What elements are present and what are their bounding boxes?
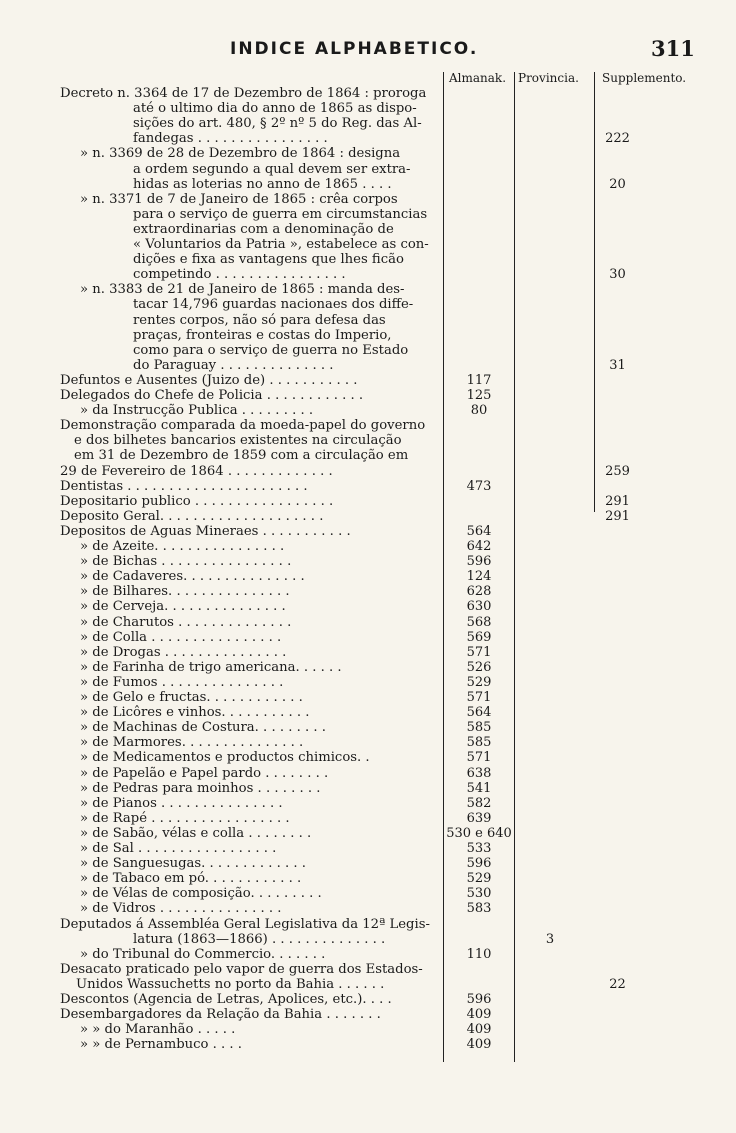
index-entry-line: » de Bichas . . . . . . . . . . . . . . . . <box>80 554 292 570</box>
index-entry-line: » de Bilhares. . . . . . . . . . . . . . . <box>80 584 290 600</box>
index-entry-line: » de Azeite. . . . . . . . . . . . . . . . <box>80 539 285 554</box>
index-entry-line: » de Sabão, vélas e colla . . . . . . . . <box>80 825 312 841</box>
index-entry-line: 29 de Fevereiro de 1864 . . . . . . . . . . . . . <box>60 463 333 479</box>
index-entry-line: rentes corpos, não só para defesa das <box>133 312 386 328</box>
page-ref-sup: 291 <box>605 508 630 524</box>
index-entry-line: hidas as loterias no anno de 1865 . . . . <box>133 176 392 192</box>
index-entry-line: » de Cadaveres. . . . . . . . . . . . . . . <box>80 569 305 585</box>
index-entry-line: Decreto n. 3364 de 17 de Dezembro de 1864 : proroga <box>60 86 427 101</box>
index-entry-line: tacar 14,796 guardas nacionaes dos diffe- <box>133 297 414 313</box>
page-ref-alm: 80 <box>470 403 488 419</box>
page-ref-alm: 526 <box>466 659 492 675</box>
index-entry-line: Desembargadores da Relação da Bahia . . . . . . . <box>60 1007 381 1023</box>
index-entry-line: Deputados á Assembléa Geral Legislativa da 12ª Legis- <box>60 916 430 932</box>
page-ref-alm: 409 <box>466 1022 492 1038</box>
index-entry-line: « Voluntarios da Patria », estabelece as con- <box>133 237 429 252</box>
page-ref-alm: 571 <box>466 750 492 766</box>
page-ref-alm: 585 <box>466 735 492 751</box>
index-entry-line: » de Vidros . . . . . . . . . . . . . . . <box>80 901 282 917</box>
index-entry-line: » de Charutos . . . . . . . . . . . . . . <box>80 614 292 630</box>
column-header-supplemento: Supplemento. <box>602 71 687 85</box>
index-entry-line: » de Vélas de composição. . . . . . . . . <box>80 886 322 902</box>
index-entry-line: » » do Maranhão . . . . . <box>80 1022 236 1038</box>
index-entry-line: como para o serviço de guerra no Estado <box>133 342 409 358</box>
index-entry-line: praças, fronteiras e costas do Imperio, <box>133 327 392 343</box>
page-ref-sup: 291 <box>605 493 630 509</box>
index-entry-line: Unidos Wassuchetts no porto da Bahia . . . . . . <box>76 976 385 992</box>
index-entry-line: e dos bilhetes bancarios existentes na circulação <box>74 433 402 449</box>
page-ref-alm: 110 <box>466 946 492 962</box>
page-ref-sup: 20 <box>609 176 626 192</box>
page-ref-alm: 409 <box>466 1037 492 1053</box>
page-ref-alm: 628 <box>466 584 492 600</box>
index-entry-line: » de Rapé . . . . . . . . . . . . . . . . . <box>80 810 290 826</box>
page-ref-alm: 571 <box>466 690 492 705</box>
column-header-provincia: Provincia. <box>518 71 579 85</box>
page-ref-alm: 473 <box>466 478 492 494</box>
index-entry-line: » de Papelão e Papel pardo . . . . . . . . <box>80 765 329 781</box>
index-entry-line: » de Licôres e vinhos. . . . . . . . . . . <box>80 705 310 721</box>
page-ref-alm: 583 <box>466 901 492 917</box>
index-entry-line: Desacato praticado pelo vapor de guerra dos Estados- <box>60 961 423 977</box>
page-ref-alm: 529 <box>466 871 492 887</box>
page-ref-alm: 569 <box>466 629 492 645</box>
index-entry-line: para o serviço de guerra em circumstancias <box>133 206 428 222</box>
page-ref-alm: 638 <box>466 765 492 781</box>
index-entry-line: Demonstração comparada da moeda-papel do governo <box>60 418 426 434</box>
index-entry-line: extraordinarias com a denominação de <box>133 221 394 237</box>
page-ref-alm: 582 <box>466 795 492 811</box>
page-ref-alm: 596 <box>466 992 492 1007</box>
index-entry-line: latura (1863—1866) . . . . . . . . . . . . . . <box>133 931 386 947</box>
page-ref-alm: 639 <box>466 810 492 826</box>
index-entry-line: Descontos (Agencia de Letras, Apolices, etc.). . . . <box>60 992 392 1007</box>
index-entry-line: Depositos de Aguas Mineraes . . . . . . . . . . . <box>60 523 351 539</box>
index-entry-line: em 31 de Dezembro de 1859 com a circulação em <box>74 448 409 464</box>
index-entry-line: a ordem segundo a qual devem ser extra- <box>133 161 411 177</box>
page-ref-alm: 533 <box>466 841 492 856</box>
index-entry-line: dições e fixa as vantagens que lhes ficão <box>133 252 404 268</box>
page-ref-sup: 259 <box>605 463 630 479</box>
index-entry-line: » de Pianos . . . . . . . . . . . . . . . <box>80 795 283 811</box>
page-ref-prov: 3 <box>545 931 555 947</box>
page-ref-alm: 125 <box>466 388 492 403</box>
index-entry-line: » de Marmores. . . . . . . . . . . . . . . <box>80 735 304 751</box>
page-ref-sup: 22 <box>609 976 626 992</box>
page-ref-alm: 564 <box>466 523 492 539</box>
page-ref-alm: 541 <box>466 780 492 796</box>
page-ref-alm: 585 <box>466 720 492 736</box>
index-entry-line: » da Instrucção Publica . . . . . . . . . <box>80 403 314 419</box>
page-ref-alm: 124 <box>466 569 492 585</box>
page-ref-alm: 571 <box>466 644 492 660</box>
index-entry-line: » de Medicamentos e productos chimicos. . <box>80 750 370 766</box>
index-entry-line: Depositario publico . . . . . . . . . . . . . . . . . <box>60 493 334 509</box>
index-entry-line: » » de Pernambuco . . . . <box>80 1037 243 1053</box>
index-entry-line: » de Drogas . . . . . . . . . . . . . . . <box>80 644 287 660</box>
index-entry-line: » de Sanguesugas. . . . . . . . . . . . . <box>80 856 306 872</box>
page-ref-alm: 630 <box>466 599 492 615</box>
page-ref-alm: 530 e 640 <box>446 825 512 841</box>
index-entry-line: Defuntos e Ausentes (Juizo de) . . . . . . . . . . . <box>60 372 358 388</box>
index-entry-line: » de Fumos . . . . . . . . . . . . . . . <box>80 674 284 690</box>
page-ref-alm: 409 <box>466 1007 492 1023</box>
index-entry-line: » de Machinas de Costura. . . . . . . . . <box>80 720 326 736</box>
page-ref-alm: 596 <box>466 554 492 570</box>
page-ref-alm: 530 <box>466 886 492 902</box>
page-title: INDICE ALPHABETICO. <box>230 39 479 59</box>
index-entry-line: » de Pedras para moinhos . . . . . . . . <box>80 780 321 796</box>
page-number: 311 <box>651 36 695 61</box>
index-entry-line: até o ultimo dia do anno de 1865 as dispo- <box>133 101 417 117</box>
page-ref-alm: 568 <box>466 614 492 630</box>
index-entry-line: competindo . . . . . . . . . . . . . . . . <box>133 267 346 283</box>
index-entry-line: Delegados do Chefe de Policia . . . . . . . . . . . . <box>60 388 364 403</box>
index-entry-line: » de Tabaco em pó. . . . . . . . . . . . <box>80 871 302 887</box>
index-entry-line: » n. 3383 de 21 de Janeiro de 1865 : manda des- <box>80 282 405 298</box>
page-ref-sup: 222 <box>605 131 630 147</box>
page-ref-sup: 30 <box>609 267 626 283</box>
index-entry-line: fandegas . . . . . . . . . . . . . . . . <box>133 131 328 147</box>
page-ref-sup: 31 <box>609 357 626 373</box>
page-ref-alm: 529 <box>466 674 492 690</box>
page-ref-alm: 117 <box>466 372 492 388</box>
index-entry-line: » de Farinha de trigo americana. . . . . . <box>80 659 342 675</box>
index-entry-line: » de Gelo e fructas. . . . . . . . . . . . <box>80 690 303 705</box>
index-entry-line: » do Tribunal do Commercio. . . . . . . <box>80 946 326 962</box>
column-header-almanak: Almanak. <box>449 71 507 85</box>
index-entry-line: » n. 3369 de 28 de Dezembro de 1864 : designa <box>80 146 401 162</box>
index-entry-line: » de Cerveja. . . . . . . . . . . . . . . <box>80 599 286 615</box>
index-entry-line: » de Colla . . . . . . . . . . . . . . . . <box>80 629 282 645</box>
index-entry-line: Deposito Geral. . . . . . . . . . . . . . . . . . . . <box>60 508 324 524</box>
index-entry-line: » n. 3371 de 7 de Janeiro de 1865 : crêa corpos <box>80 191 398 207</box>
page-ref-alm: 564 <box>466 705 492 721</box>
index-entry-line: » de Sal . . . . . . . . . . . . . . . . . <box>80 841 277 856</box>
index-entry-line: sições do art. 480, § 2º nº 5 do Reg. das Al- <box>133 116 422 132</box>
page-ref-alm: 596 <box>466 856 492 872</box>
column-divider <box>514 72 515 1062</box>
page-ref-alm: 642 <box>466 539 492 554</box>
index-entry-line: do Paraguay . . . . . . . . . . . . . . <box>133 357 334 373</box>
index-entry-line: Dentistas . . . . . . . . . . . . . . . . . . . . . . <box>60 478 308 494</box>
